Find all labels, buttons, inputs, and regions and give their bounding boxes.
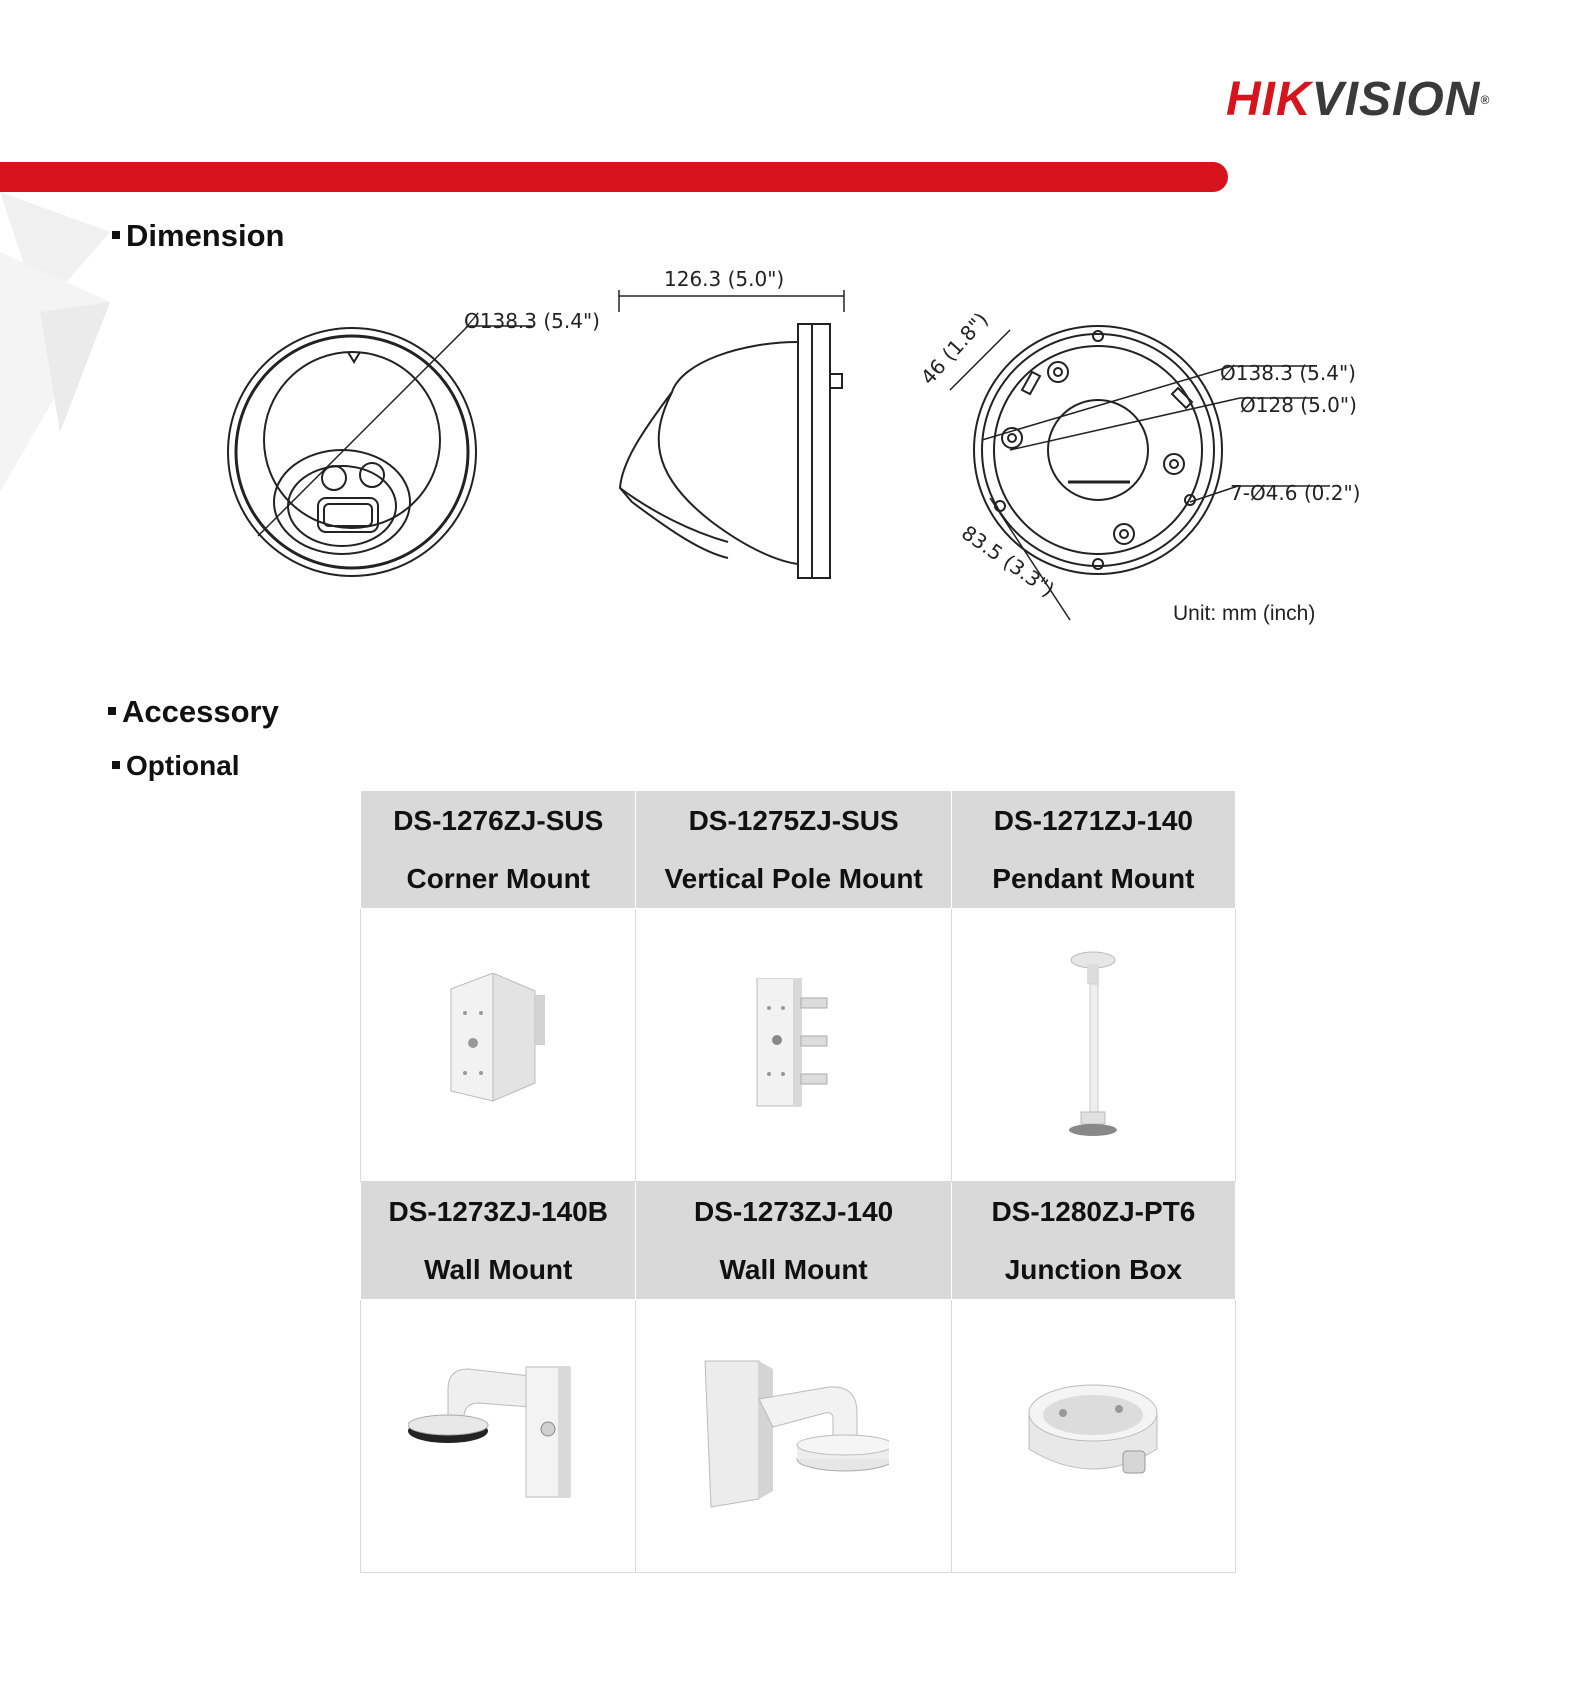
- wall-mount-junction-icon: [408, 1359, 588, 1509]
- corner-mount-icon: [443, 973, 553, 1113]
- accessory-image-cell: [361, 1300, 636, 1573]
- accessory-header-cell: DS-1273ZJ-140 Wall Mount: [636, 1182, 951, 1300]
- base-holes-label: 7-Ø4.6 (0.2"): [1230, 481, 1361, 505]
- front-diameter-label: Ø138.3 (5.4"): [464, 310, 600, 333]
- pole-mount-icon: [749, 978, 839, 1108]
- front-view-drawing: [220, 310, 610, 590]
- base-inner-diameter-label: Ø128 (5.0"): [1240, 393, 1357, 417]
- header-red-bar: [0, 162, 1228, 192]
- junction-box-icon: [1023, 1379, 1163, 1489]
- side-depth-label: 126.3 (5.0"): [664, 267, 785, 291]
- pendant-mount-icon: [1063, 948, 1123, 1138]
- unit-label: Unit: mm (inch): [1173, 602, 1316, 625]
- accessory-table: [360, 790, 1236, 1573]
- accessory-header-cell: DS-1271ZJ-140 Pendant Mount: [951, 791, 1235, 909]
- base-outer-diameter-label: Ø138.3 (5.4"): [1220, 361, 1356, 385]
- accessory-title: Accessory: [108, 694, 279, 730]
- hikvision-logo: HIKVISION®: [1226, 73, 1491, 126]
- accessory-image-cell: [951, 909, 1235, 1182]
- base-view-drawing: [890, 300, 1370, 630]
- accessory-header-cell: DS-1273ZJ-140B Wall Mount: [361, 1182, 636, 1300]
- accessory-image-cell: [636, 1300, 951, 1573]
- base-spacing-b-label: 83.5 (3.3"): [957, 520, 1059, 602]
- accessory-header-cell: DS-1276ZJ-SUS Corner Mount: [361, 791, 636, 909]
- decorative-shapes: [0, 192, 120, 512]
- accessory-header-cell: DS-1280ZJ-PT6 Junction Box: [951, 1182, 1235, 1300]
- side-view-drawing: [612, 262, 852, 592]
- base-spacing-a-label: 46 (1.8"): [915, 307, 993, 390]
- dimension-title: Dimension: [112, 218, 284, 254]
- accessory-image-cell: [636, 909, 951, 1182]
- accessory-image-cell: [361, 909, 636, 1182]
- wall-mount-icon: [699, 1359, 889, 1509]
- accessory-image-cell: [951, 1300, 1235, 1573]
- accessory-header-cell: DS-1275ZJ-SUS Vertical Pole Mount: [636, 791, 951, 909]
- optional-subtitle: Optional: [112, 750, 240, 782]
